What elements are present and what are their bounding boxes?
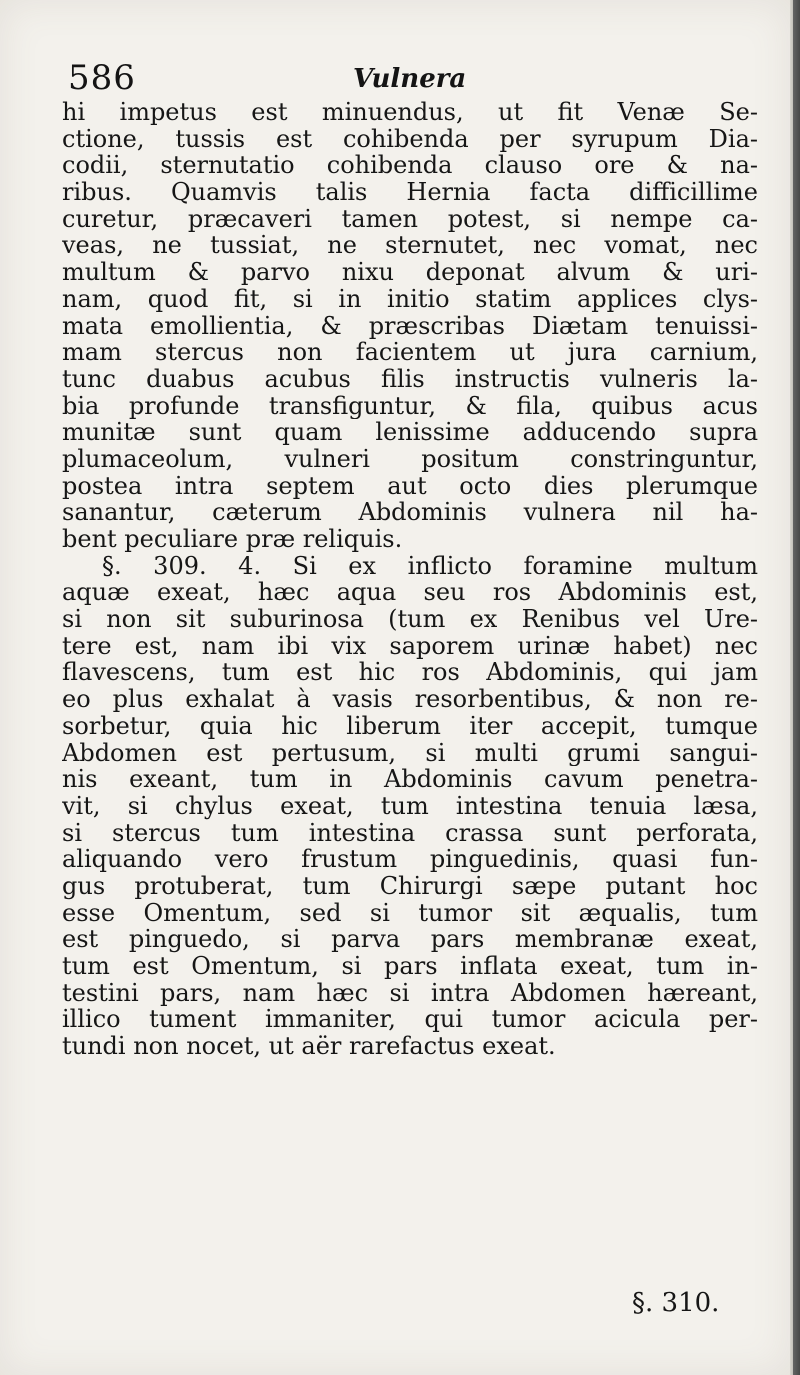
- text-line: plumaceolum, vulneri positum constringuntur,: [62, 445, 758, 473]
- text-line: ctione, tussis est cohibenda per syrupum Dia-: [62, 125, 758, 153]
- text-line: flavescens, tum est hic ros Abdominis, qui jam: [62, 659, 758, 687]
- page-number: 586: [68, 58, 136, 98]
- page-edge-shadow: [790, 0, 800, 1375]
- text-line: aliquando vero frustum pinguedinis, quasi fun-: [62, 846, 758, 873]
- running-head: Vulnera: [353, 64, 467, 94]
- text-line: tundi non nocet, ut aër rarefactus exeat.: [62, 1033, 556, 1060]
- body-text: [62, 99, 758, 1060]
- text-line: tunc duabus acubus filis instructis vulneris la-: [62, 365, 758, 393]
- text-line: Abdomen est pertusum, si multi grumi sangui-: [62, 739, 758, 767]
- text-line: illico tument immaniter, qui tumor acicula per-: [62, 1006, 758, 1034]
- text-line: sorbetur, quia hic liberum iter accepit, tumque: [62, 712, 758, 740]
- text-line: bia profunde transfiguntur, & fila, quibus acus: [62, 392, 758, 420]
- text-line: nam, quod fit, si in initio statim applices clys-: [62, 285, 758, 313]
- text-line: tere est, nam ibi vix saporem urinæ habet) nec: [62, 632, 758, 660]
- text-line: aquæ exeat, hæc aqua seu ros Abdominis est,: [62, 579, 758, 607]
- text-line: veas, ne tussiat, ne sternutet, nec vomat, nec: [62, 232, 758, 260]
- text-line: eo plus exhalat à vasis resorbentibus, & non re-: [62, 686, 758, 713]
- text-line: gus protuberat, tum Chirurgi sæpe putant hoc: [62, 872, 758, 900]
- text-line: vit, si chylus exeat, tum intestina tenuia læsa,: [62, 792, 758, 820]
- text-line: mam stercus non facientem ut jura carnium,: [62, 339, 758, 366]
- text-line: tum est Omentum, si pars inflata exeat, tum in-: [62, 953, 758, 980]
- text-line: codii, sternutatio cohibenda clauso ore & na-: [62, 152, 758, 180]
- text-line: ribus. Quamvis talis Hernia facta difficillime: [62, 179, 758, 206]
- section-heading-line: §. 309. 4. Si ex inflicto foramine multum: [102, 552, 758, 580]
- text-line: curetur, præcaveri tamen potest, si nempe ca-: [62, 205, 758, 233]
- page-header: [68, 58, 488, 98]
- text-line: hi impetus est minuendus, ut fit Venæ Se-: [62, 99, 758, 126]
- catchword: §. 310.: [632, 1288, 720, 1318]
- text-line: bent peculiare præ reliquis.: [62, 526, 403, 553]
- text-line: nis exeant, tum in Abdominis cavum penetra-: [62, 766, 758, 793]
- text-line: si stercus tum intestina crassa sunt perforata,: [62, 819, 758, 847]
- text-line: multum & parvo nixu deponat alvum & uri-: [62, 259, 758, 286]
- text-line: si non sit suburinosa (tum ex Renibus vel Ure-: [62, 606, 758, 633]
- text-line: postea intra septem aut octo dies plerumque: [62, 472, 758, 500]
- text-line: munitæ sunt quam lenissime adducendo supra: [62, 419, 758, 446]
- text-line: mata emollientia, & præscribas Diætam tenuissi-: [62, 312, 758, 340]
- text-line: testini pars, nam hæc si intra Abdomen hæreant,: [62, 979, 758, 1007]
- text-line: est pinguedo, si parva pars membranæ exeat,: [62, 926, 758, 953]
- text-line: esse Omentum, sed si tumor sit æqualis, tum: [62, 899, 758, 927]
- text-line: sanantur, cæterum Abdominis vulnera nil ha-: [62, 499, 758, 526]
